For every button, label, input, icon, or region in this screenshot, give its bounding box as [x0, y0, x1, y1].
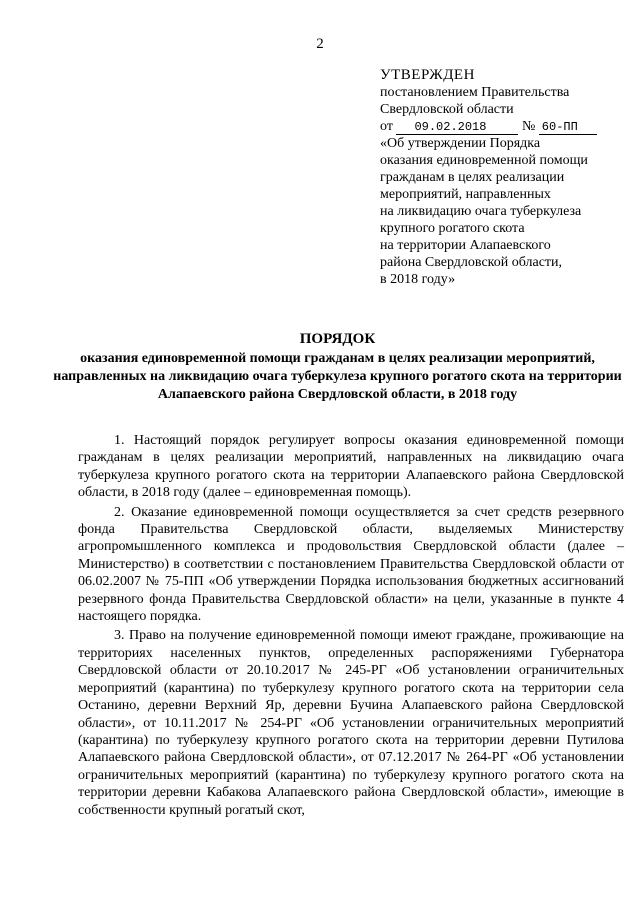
approval-subject-line: гражданам в целях реализации: [380, 170, 565, 185]
approval-line: Свердловской области: [380, 102, 514, 117]
paragraph-2: 2. Оказание единовременной помощи осуществляется за счет средств резервного фонда Правительства Свердловской области, выделяемых Министерству агропромышленного комплекса и продовольствия Свердловской области (далее – Министерство) в соответствии с постановлением Правительства Свердловской области от 06.02.2007 № 75-ПП «Об утверждении Порядка использования бюджетных ассигнований резервного фонда Правительства Свердловской области» на цели, указанные в пункте 4 настоящего порядка.: [78, 504, 624, 625]
number-prefix: №: [521, 119, 536, 134]
approval-subject-line: мероприятий, направленных: [380, 187, 551, 202]
document-subtitle: оказания единовременной помощи гражданам в целях реализации мероприятий, направленных на ликвидацию очага туберкулеза крупного рогатого скота на территории Алапаевского района Свердловской области, в 2018 году: [53, 351, 622, 402]
page-number: 2: [316, 36, 324, 52]
date-prefix: от: [380, 119, 393, 134]
approval-subject-line: оказания единовременной помощи: [380, 153, 588, 168]
approval-date: 09.02.2018: [396, 121, 518, 135]
approval-subject-line: на территории Алапаевского: [380, 238, 551, 253]
paragraph-3: 3. Право на получение единовременной помощи имеют граждане, проживающие на территориях населенных пунктов, определенных распоряжениями Губернатора Свердловской области от 20.10.2017 № 245-РГ «Об установлении ограничительных мероприятий (карантина) по туберкулезу крупного рогатого скота на территории села Останино, деревни Верхний Яр, деревни Бучина Алапаевского района Свердловской области», от 10.11.2017 № 254-РГ «Об установлении ограничительных мероприятий (карантина) по туберкулезу крупного рогатого скота на территории деревни Путилова Алапаевского района Свердловской области», от 07.12.2017 № 264-РГ «Об установлении ограничительных мероприятий (карантина) по туберкулезу крупного рогатого скота на территории деревни Кабакова Алапаевского района Свердловской области», имеющие в собственности крупный рогатый скот,: [78, 628, 624, 818]
approval-subject-line: в 2018 году»: [380, 272, 456, 287]
document-title-block: [50, 330, 625, 404]
document-body: [78, 432, 624, 821]
approval-subject-line: района Свердловской области,: [380, 255, 563, 270]
approval-subject-line: «Об утверждении Порядка: [380, 136, 541, 151]
paragraph-1: 1. Настоящий порядок регулирует вопросы оказания единовременной помощи гражданам в целях реализации мероприятий, направленных на ликвидацию очага туберкулеза крупного рогатого скота на территории Алапаевского района Свердловской области, в 2018 году (далее – единовременная помощь).: [78, 433, 624, 501]
approval-stamp: [380, 67, 625, 288]
approval-number: 60-ПП: [539, 121, 597, 135]
approval-subject-line: на ликвидацию очага туберкулеза: [380, 204, 582, 219]
approval-date-line: [380, 118, 625, 135]
approval-subject-line: крупного рогатого скота: [380, 221, 525, 236]
document-title: ПОРЯДОК: [299, 331, 376, 347]
approval-heading: УТВЕРЖДЕН: [380, 67, 475, 83]
approval-line: постановлением Правительства: [380, 85, 570, 100]
